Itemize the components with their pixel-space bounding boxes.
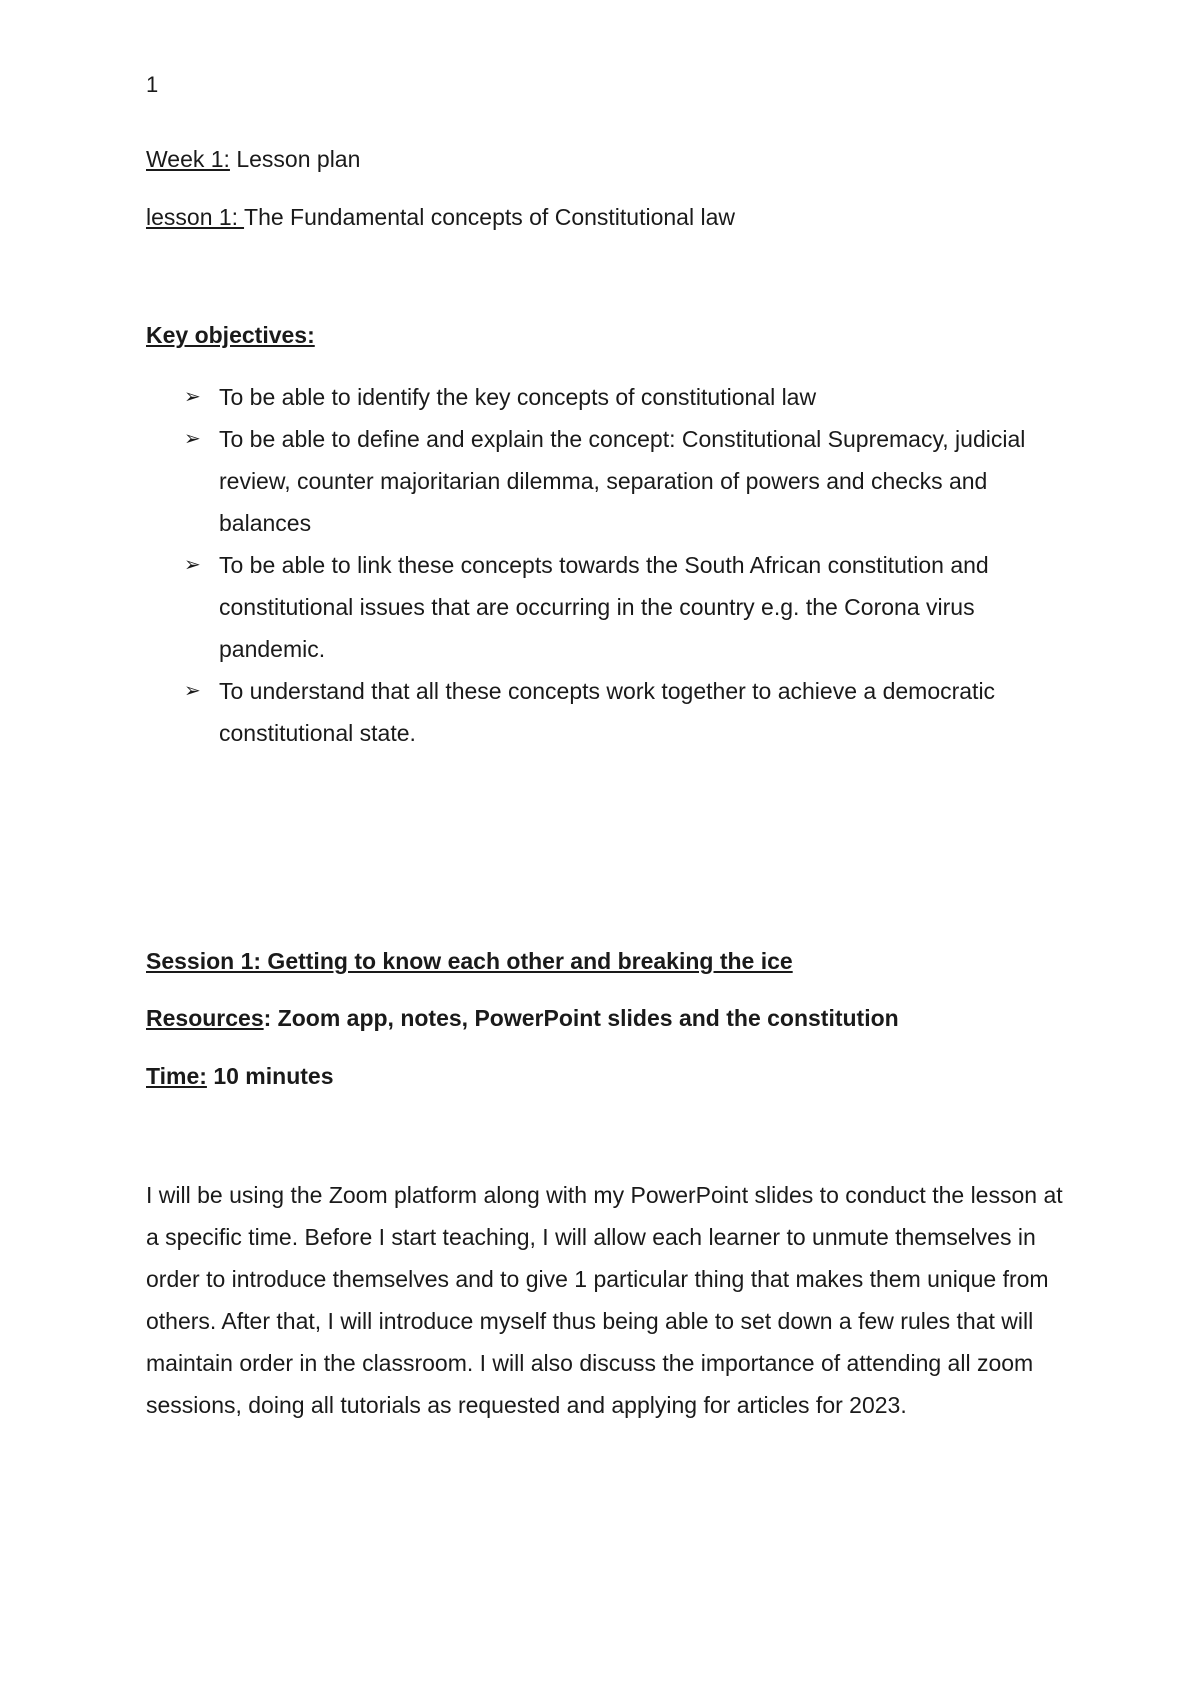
lesson-label: lesson 1: [146, 204, 245, 230]
arrow-bullet-icon: ➢ [184, 428, 201, 450]
list-item [146, 418, 1066, 544]
page-number: 1 [146, 72, 159, 97]
arrow-bullet-icon: ➢ [184, 554, 201, 576]
time-line [146, 1063, 333, 1090]
session-heading [146, 948, 793, 975]
arrow-bullet-icon: ➢ [184, 386, 201, 408]
week-label: Week 1: [146, 146, 230, 172]
arrow-bullet-icon: ➢ [184, 680, 201, 702]
resources-line [146, 1005, 899, 1032]
lesson-line [146, 204, 735, 231]
session-description: I will be using the Zoom platform along with my PowerPoint slides to conduct the lesson at a specific time. Before I start teaching, I will allow each learner to unmute themselves in order to introduce themselves and to give 1 particular thing that makes them unique from others. After that, I will introduce myself thus being able to set down a few rules that will maintain order in the classroom. I will also discuss the importance of attending all zoom sessions, doing all tutorials as requested and applying for articles for 2023. [146, 1182, 1063, 1418]
week-text: Lesson plan [229, 146, 361, 172]
key-objectives-heading [146, 322, 315, 349]
list-item [146, 544, 1066, 670]
key-objectives-heading-text: Key objectives: [146, 322, 315, 348]
time-label: Time: [146, 1063, 207, 1089]
list-item [146, 376, 1066, 418]
objective-text: To be able to link these concepts towards the South African constitution and constitutional issues that are occurring in the country e.g. the Corona virus pandemic. [219, 552, 989, 662]
resources-text: : Zoom app, notes, PowerPoint slides and the constitution [263, 1005, 899, 1031]
time-text: 10 minutes [206, 1063, 334, 1089]
week-line [146, 146, 360, 173]
objective-text: To be able to identify the key concepts of constitutional law [219, 384, 817, 410]
objective-text: To be able to define and explain the concept: Constitutional Supremacy, judicial review, counter majoritarian dilemma, separation of powers and checks and balances [219, 426, 1026, 536]
resources-label: Resources [146, 1005, 264, 1031]
objectives-list [146, 376, 1066, 754]
list-item [146, 670, 1066, 754]
session-heading-text: Session 1: Getting to know each other and breaking the ice [146, 948, 793, 974]
objective-text: To understand that all these concepts work together to achieve a democratic constitutional state. [219, 678, 996, 746]
lesson-title: The Fundamental concepts of Constitutional law [244, 204, 735, 230]
